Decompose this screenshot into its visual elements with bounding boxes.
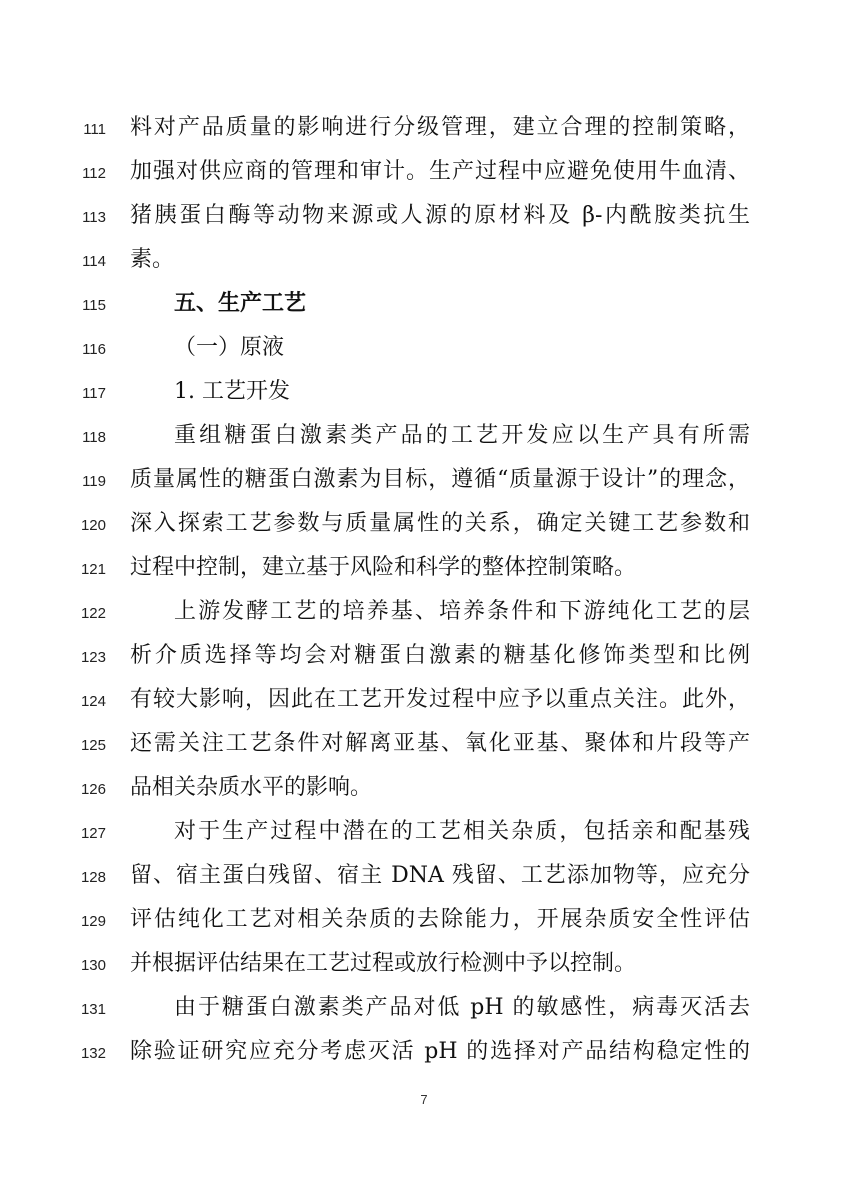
subsection-heading: （一）原液 — [174, 335, 285, 360]
section-heading: 五、生产工艺 — [174, 291, 307, 316]
line-text: 由于糖蛋白激素类产品对低 pH 的敏感性，病毒灭活去 — [174, 995, 750, 1020]
line-text: 评估纯化工艺对相关杂质的去除能力，开展杂质安全性评估 — [130, 907, 750, 932]
text-line — [0, 282, 848, 326]
line-number: 115 — [82, 297, 106, 314]
line-number: 112 — [82, 165, 106, 182]
text-line — [0, 590, 848, 634]
text-line — [0, 326, 848, 370]
text-line — [0, 810, 848, 854]
subsection-heading: 1. 工艺开发 — [174, 379, 290, 404]
line-number: 114 — [82, 253, 106, 270]
line-text: 对于生产过程中潜在的工艺相关杂质，包括亲和配基残 — [174, 819, 750, 844]
line-number: 120 — [80, 517, 106, 534]
line-number: 118 — [82, 429, 106, 446]
line-number: 116 — [82, 341, 106, 358]
line-number: 128 — [80, 869, 106, 886]
line-number: 113 — [82, 209, 106, 226]
line-number: 121 — [80, 561, 106, 578]
text-line — [0, 414, 848, 458]
line-text: 有较大影响，因此在工艺开发过程中应予以重点关注。此外， — [130, 687, 750, 712]
line-number: 127 — [80, 825, 106, 842]
line-text: 加强对供应商的管理和审计。生产过程中应避免使用牛血清、 — [130, 159, 750, 184]
line-text: 品相关杂质水平的影响。 — [130, 775, 373, 800]
line-text: 过程中控制，建立基于风险和科学的整体控制策略。 — [130, 555, 637, 580]
text-line — [0, 766, 848, 810]
text-line — [0, 106, 848, 150]
line-number: 122 — [80, 605, 106, 622]
line-number: 131 — [80, 1001, 106, 1018]
line-number: 123 — [80, 649, 106, 666]
line-number: 126 — [80, 781, 106, 798]
line-number: 119 — [82, 473, 106, 490]
line-number: 117 — [82, 385, 106, 402]
line-text: 重组糖蛋白激素类产品的工艺开发应以生产具有所需 — [174, 423, 750, 448]
line-text: 质量属性的糖蛋白激素为目标，遵循“质量源于设计”的理念， — [130, 467, 750, 492]
line-text: 深入探索工艺参数与质量属性的关系，确定关键工艺参数和 — [130, 511, 750, 536]
text-line — [0, 678, 848, 722]
text-line — [0, 546, 848, 590]
text-line — [0, 986, 848, 1030]
text-line — [0, 898, 848, 942]
text-line — [0, 194, 848, 238]
line-number: 129 — [80, 913, 106, 930]
line-number: 125 — [80, 737, 106, 754]
text-line — [0, 722, 848, 766]
line-text: 上游发酵工艺的培养基、培养条件和下游纯化工艺的层 — [174, 599, 750, 624]
text-line — [0, 238, 848, 282]
line-number: 124 — [80, 693, 106, 710]
text-line — [0, 854, 848, 898]
page-number: 7 — [420, 1092, 428, 1107]
line-text: 析介质选择等均会对糖蛋白激素的糖基化修饰类型和比例 — [130, 643, 750, 668]
text-line — [0, 942, 848, 986]
text-line — [0, 634, 848, 678]
line-text: 料对产品质量的影响进行分级管理，建立合理的控制策略， — [130, 115, 750, 140]
text-line — [0, 458, 848, 502]
line-text: 猪胰蛋白酶等动物来源或人源的原材料及 β-内酰胺类抗生 — [130, 203, 750, 228]
text-line — [0, 150, 848, 194]
text-line — [0, 502, 848, 546]
line-text: 留、宿主蛋白残留、宿主 DNA 残留、工艺添加物等，应充分 — [130, 863, 750, 888]
line-text: 并根据评估结果在工艺过程或放行检测中予以控制。 — [130, 951, 637, 976]
line-text: 除验证研究应充分考虑灭活 pH 的选择对产品结构稳定性的 — [130, 1039, 750, 1064]
text-line — [0, 1030, 848, 1074]
text-line — [0, 370, 848, 414]
line-number: 132 — [80, 1045, 106, 1062]
line-number: 111 — [83, 121, 106, 138]
line-text: 还需关注工艺条件对解离亚基、氧化亚基、聚体和片段等产 — [130, 731, 750, 756]
line-number: 130 — [80, 957, 106, 974]
line-text: 素。 — [130, 247, 175, 272]
